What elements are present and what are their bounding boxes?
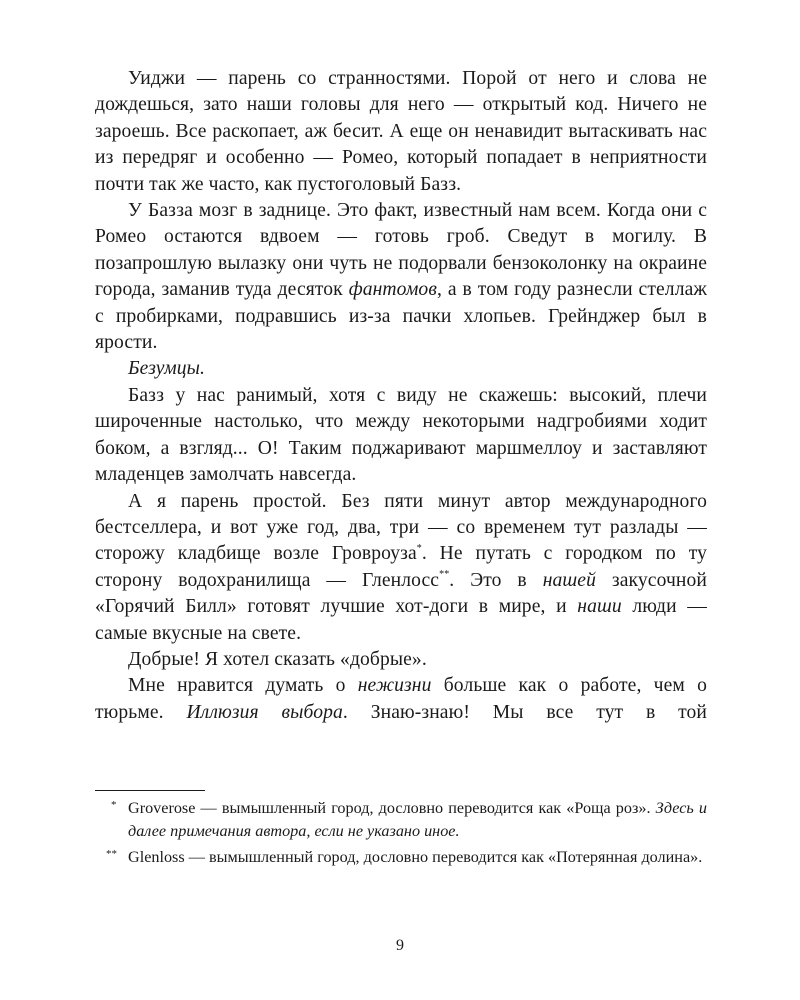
paragraph-3	[95, 356, 707, 382]
paragraph-5	[95, 489, 707, 647]
main-text	[95, 66, 707, 726]
paragraph-text: . Не путать с городком по ту сторону водохранилища — Гленлосс	[95, 543, 707, 591]
paragraph-text: . Это в	[449, 569, 543, 591]
footnote-mark: *	[111, 799, 117, 811]
footnote-2	[95, 846, 707, 869]
paragraph-text: . Знаю-знаю! Мы все тут в той	[342, 701, 707, 723]
paragraph-text: Базз у нас ранимый, хотя с виду не скажешь: высокий, плечи широченные настолько, что между некоторыми надгробиями ходит боком, а взгляд... О! Таким поджаривают маршмеллоу и заставляют младенцев замолчать навсегда.	[95, 384, 707, 486]
paragraph-text: больше как о работе, чем о тюрьме.	[95, 675, 707, 723]
paragraph-7	[95, 673, 707, 726]
footnotes	[95, 790, 707, 873]
footnote-mark: **	[106, 848, 117, 860]
footnote-ref-2[interactable]: **	[439, 569, 450, 581]
paragraph-4	[95, 383, 707, 489]
italic-word: нашей	[542, 569, 597, 591]
italic-word: нежизни	[357, 675, 432, 697]
footnote-ref-1[interactable]: *	[416, 542, 422, 554]
paragraph-text: Добрые! Я хотел сказать «добрые».	[128, 648, 427, 670]
paragraph-text: , а в том году разнесли стеллаж с пробирками, подравшись из-за пачки хлопьев. Грейнджер был в ярости.	[95, 279, 708, 354]
paragraph-6	[95, 647, 707, 673]
paragraph-text: Мне нравится думать о	[128, 675, 358, 697]
paragraph-text: люди — самые вкусные на свете.	[95, 596, 707, 644]
footnote-italic-text: Здесь и далее примечания автора, если не указано иное.	[128, 799, 708, 840]
page-number: 9	[396, 937, 404, 954]
italic-word: наши	[577, 596, 622, 618]
paragraph-text: У Базза мозг в заднице. Это факт, известный нам всем. Когда они с Ромео остаются вдвоем — готовь гроб. Сведут в могилу. В позапрошлую вылазку они чуть не подорвали бензоколонку на окраине города, заманив туда десяток	[95, 200, 707, 301]
paragraph-text: закусочной «Горячий Билл» готовят лучшие хот-доги в мире, и	[95, 569, 708, 618]
footnote-text: Glenloss — вымышленный город, дословно переводится как «Потерянная долина».	[128, 848, 703, 866]
italic-paragraph: Безумцы.	[128, 358, 205, 380]
footnote-1	[95, 797, 707, 842]
footnote-text: Groverose — вымышленный город, дословно переводится как «Роща роз».	[128, 799, 656, 817]
paragraph-1	[95, 66, 707, 198]
italic-word-phantoms: фантомов	[348, 279, 437, 301]
paragraph-2	[95, 198, 707, 356]
paragraph-text: А я парень простой. Без пяти минут автор международного бестселлера, и вот уже год, два, три — со временем тут разлады — сторожу кладбище возле Гровроуза	[95, 490, 707, 565]
footnote-divider	[95, 790, 205, 791]
paragraph-text: Уиджи — парень со странностями. Порой от него и слова не дождешься, зато наши головы для него — открытый код. Ничего не зароешь. Все раскопает, аж бесит. А еще он ненавидит вытаскивать нас из передряг и особенно — Ромео, который попадает в неприятности почти так же часто, как пустоголовый Базз.	[95, 68, 707, 195]
italic-phrase: Иллюзия выбора	[186, 701, 343, 723]
